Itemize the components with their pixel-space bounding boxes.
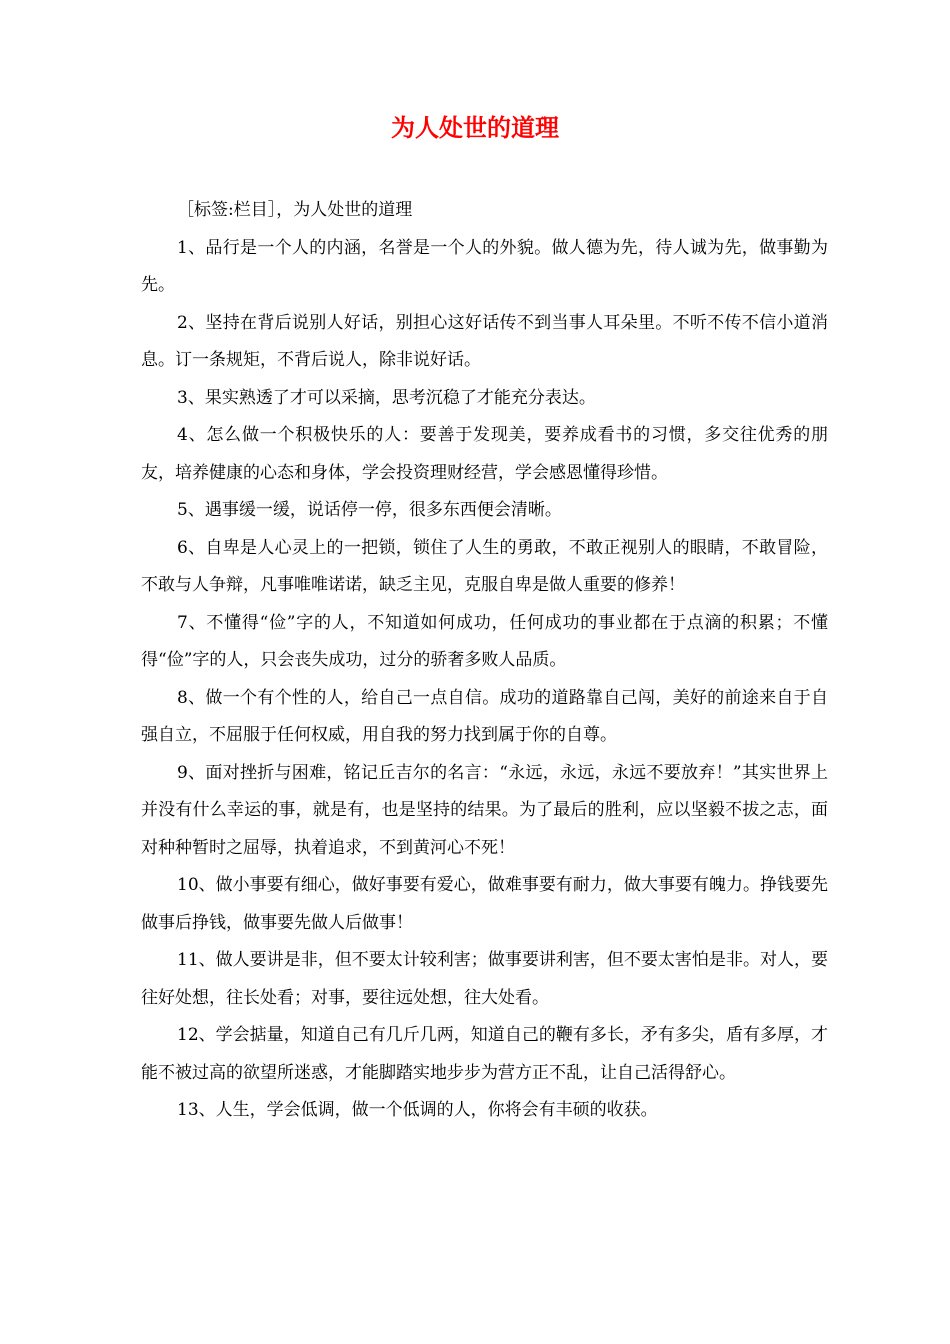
page-title: 为人处世的道理 [391, 113, 559, 142]
paragraph-9: 9、面对挫折与困难，铭记丘吉尔的名言：“永远，永远，永远不要放弃！”其实世界上并没有什么幸运的事，就是有，也是坚持的结果。为了最后的胜利，应以坚毅不拔之志，面对种种暂时之屈辱，执着追求，不到黄河心不死！ [141, 762, 828, 858]
paragraph-7: 7、不懂得“俭”字的人，不知道如何成功，任何成功的事业都在于点滴的积累；不懂得“俭”字的人，只会丧失成功，过分的骄奢多败人品质。 [141, 612, 828, 670]
paragraph-10: 10、做小事要有细心，做好事要有爱心，做难事要有耐力，做大事要有魄力。挣钱要先做事后挣钱，做事要先做人后做事！ [141, 875, 828, 933]
document-body [141, 192, 828, 1130]
tag-line: ［标签:栏目］，为人处世的道理 [177, 200, 413, 220]
paragraph-2: 2、坚持在背后说别人好话，别担心这好话传不到当事人耳朵里。不听不传不信小道消息。订一条规矩，不背后说人，除非说好话。 [141, 312, 828, 370]
paragraph-1: 1、品行是一个人的内涵，名誉是一个人的外貌。做人德为先，待人诚为先，做事勤为先。 [141, 237, 828, 295]
paragraph-13: 13、人生，学会低调，做一个低调的人，你将会有丰硕的收获。 [177, 1100, 658, 1120]
paragraph-6: 6、自卑是人心灵上的一把锁，锁住了人生的勇敢，不敢正视别人的眼睛，不敢冒险，不敢与人争辩，凡事唯唯诺诺，缺乏主见，克服自卑是做人重要的修养！ [141, 537, 828, 595]
paragraph-4: 4、怎么做一个积极快乐的人：要善于发现美，要养成看书的习惯，多交往优秀的朋友，培养健康的心态和身体，学会投资理财经营，学会感恩懂得珍惜。 [141, 425, 828, 483]
paragraph-5: 5、遇事缓一缓，说话停一停，很多东西便会清晰。 [177, 500, 562, 520]
paragraph-11: 11、做人要讲是非，但不要太计较利害；做事要讲利害，但不要太害怕是非。对人，要往好处想，往长处看；对事，要往远处想，往大处看。 [141, 950, 828, 1008]
paragraph-12: 12、学会掂量，知道自己有几斤几两，知道自己的鞭有多长，矛有多尖，盾有多厚，才能不被过高的欲望所迷惑，才能脚踏实地步步为营方正不乱，让自己活得舒心。 [141, 1025, 828, 1083]
paragraph-3: 3、果实熟透了才可以采摘，思考沉稳了才能充分表达。 [177, 387, 596, 408]
paragraph-8: 8、做一个有个性的人，给自己一点自信。成功的道路靠自己闯，美好的前途来自于自强自立，不屈服于任何权威，用自我的努力找到属于你的自尊。 [141, 687, 828, 745]
